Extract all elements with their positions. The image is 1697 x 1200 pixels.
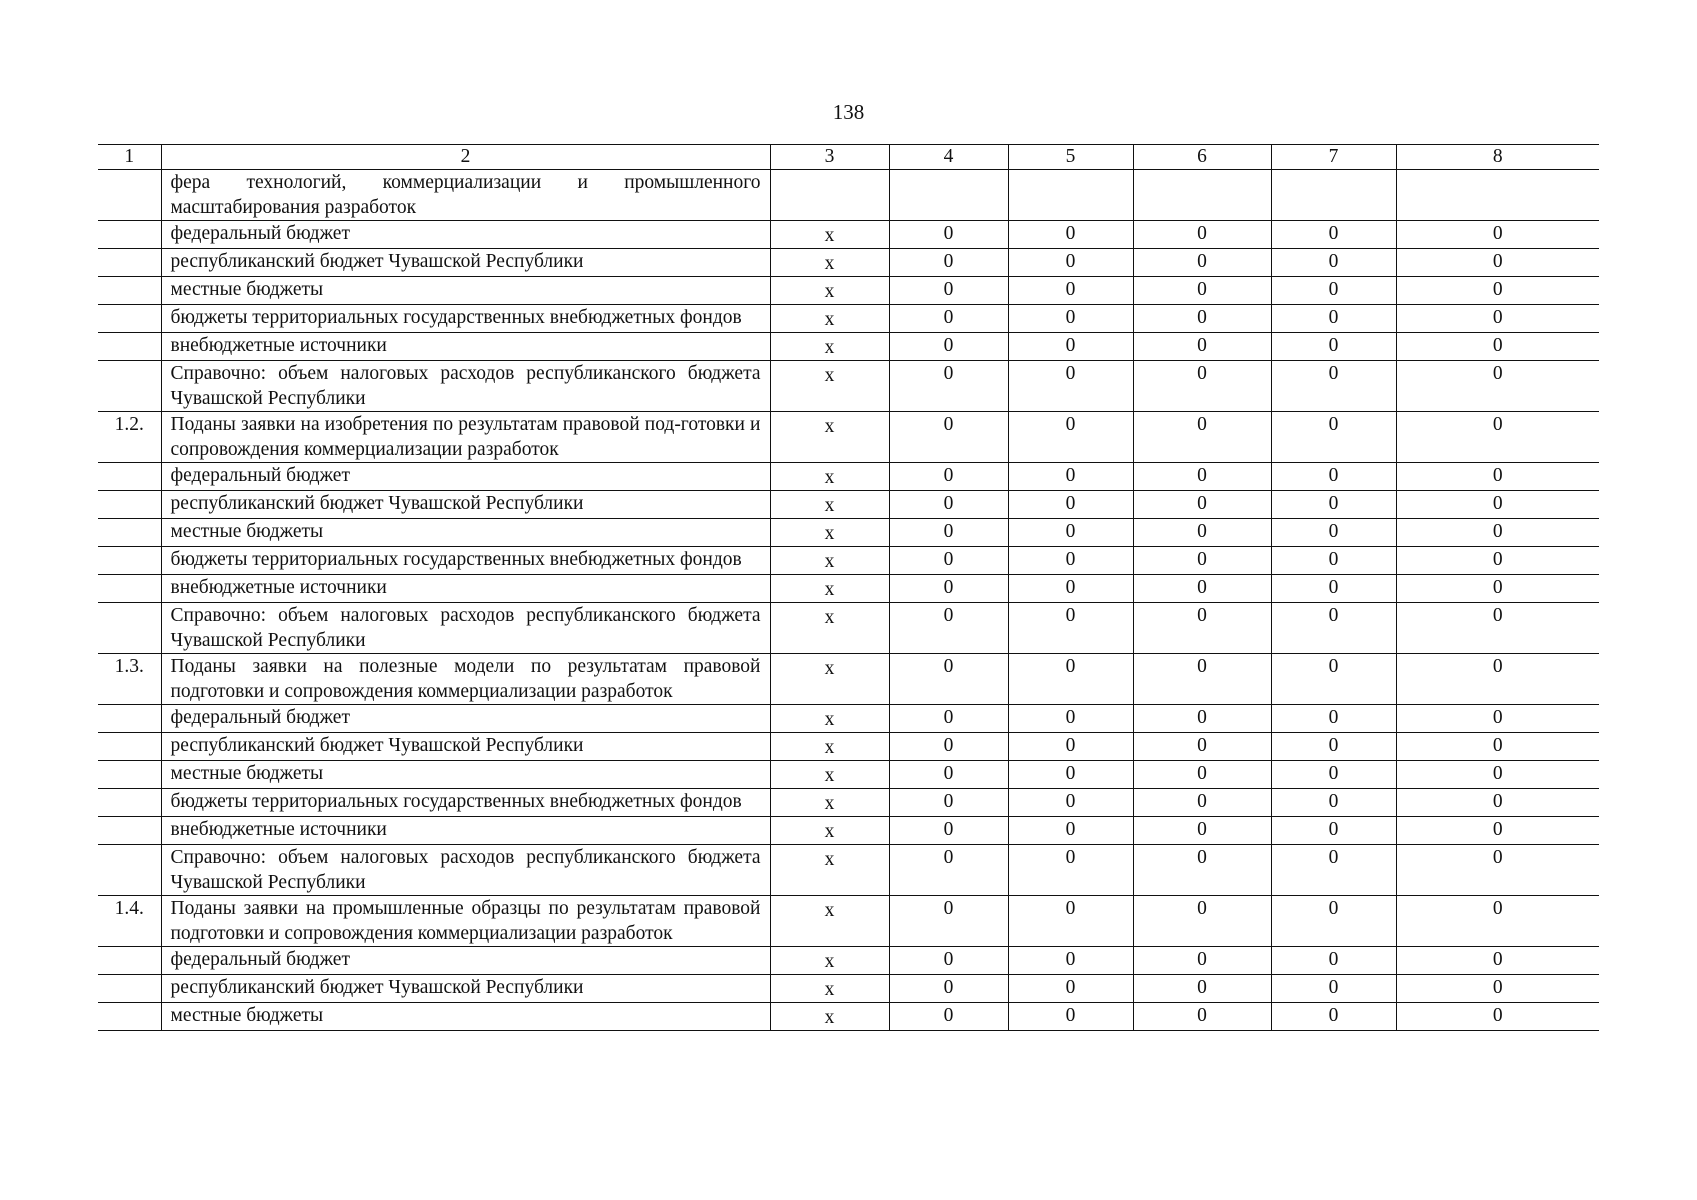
value-cell: 0: [1008, 277, 1133, 305]
value-cell: 0: [1133, 947, 1271, 975]
value-cell: 0: [1008, 817, 1133, 845]
marker-cell: х: [770, 947, 889, 975]
value-cell: 0: [1271, 789, 1396, 817]
value-cell: 0: [1271, 575, 1396, 603]
value-cell: 0: [1008, 733, 1133, 761]
table-row: [98, 575, 1599, 603]
value-cell: 0: [1396, 761, 1599, 789]
marker-cell: х: [770, 654, 889, 705]
description-cell: Справочно: объем налоговых расходов республиканского бюджета Чувашской Республики: [161, 845, 770, 896]
column-header: 6: [1133, 145, 1271, 170]
value-cell: 0: [1133, 896, 1271, 947]
value-cell: 0: [1396, 789, 1599, 817]
value-cell: 0: [1271, 705, 1396, 733]
table-row: [98, 705, 1599, 733]
table-row: [98, 733, 1599, 761]
value-cell: 0: [1008, 975, 1133, 1003]
value-cell: 0: [1133, 463, 1271, 491]
value-cell: 0: [1008, 305, 1133, 333]
value-cell: 0: [1133, 547, 1271, 575]
table-row: [98, 947, 1599, 975]
value-cell: 0: [889, 733, 1008, 761]
value-cell: 0: [1133, 761, 1271, 789]
value-cell: 0: [1271, 654, 1396, 705]
description-cell: местные бюджеты: [161, 761, 770, 789]
description-cell: федеральный бюджет: [161, 463, 770, 491]
row-number-cell: [98, 789, 161, 817]
column-header: 4: [889, 145, 1008, 170]
value-cell: 0: [1396, 277, 1599, 305]
value-cell: 0: [1396, 733, 1599, 761]
value-cell: 0: [889, 817, 1008, 845]
value-cell: 0: [889, 277, 1008, 305]
description-cell: республиканский бюджет Чувашской Республики: [161, 733, 770, 761]
value-cell: 0: [889, 221, 1008, 249]
value-cell: 0: [889, 789, 1008, 817]
marker-cell: х: [770, 277, 889, 305]
value-cell: 0: [1271, 305, 1396, 333]
value-cell: 0: [1008, 761, 1133, 789]
marker-cell: х: [770, 463, 889, 491]
value-cell: 0: [1008, 896, 1133, 947]
marker-cell: х: [770, 305, 889, 333]
value-cell: 0: [889, 249, 1008, 277]
row-number-cell: [98, 733, 161, 761]
value-cell: 0: [1271, 733, 1396, 761]
value-cell: 0: [1133, 249, 1271, 277]
description-cell: федеральный бюджет: [161, 947, 770, 975]
row-number-cell: 1.2.: [98, 412, 161, 463]
row-number-cell: [98, 221, 161, 249]
description-cell: местные бюджеты: [161, 277, 770, 305]
table-row: [98, 412, 1599, 463]
value-cell: 0: [1008, 705, 1133, 733]
value-cell: 0: [1396, 654, 1599, 705]
value-cell: 0: [1396, 845, 1599, 896]
row-number-cell: [98, 705, 161, 733]
marker-cell: х: [770, 896, 889, 947]
value-cell: 0: [1271, 463, 1396, 491]
value-cell: 0: [1396, 361, 1599, 412]
row-number-cell: [98, 975, 161, 1003]
marker-cell: х: [770, 412, 889, 463]
value-cell: 0: [889, 491, 1008, 519]
value-cell: 0: [1396, 1003, 1599, 1031]
description-cell: бюджеты территориальных государственных внебюджетных фондов: [161, 547, 770, 575]
table-row: [98, 333, 1599, 361]
value-cell: [889, 170, 1008, 221]
value-cell: 0: [1271, 761, 1396, 789]
value-cell: 0: [889, 463, 1008, 491]
description-cell: внебюджетные источники: [161, 575, 770, 603]
value-cell: 0: [1133, 491, 1271, 519]
value-cell: 0: [1396, 519, 1599, 547]
value-cell: 0: [1008, 547, 1133, 575]
row-number-cell: [98, 817, 161, 845]
description-cell: фера технологий, коммерциализации и промышленного масштабирования разработок: [161, 170, 770, 221]
value-cell: 0: [889, 519, 1008, 547]
value-cell: 0: [889, 412, 1008, 463]
value-cell: 0: [1008, 491, 1133, 519]
value-cell: 0: [1271, 361, 1396, 412]
row-number-cell: [98, 1003, 161, 1031]
value-cell: 0: [1271, 817, 1396, 845]
description-cell: Справочно: объем налоговых расходов республиканского бюджета Чувашской Республики: [161, 361, 770, 412]
table-body: [98, 145, 1599, 1031]
value-cell: 0: [1133, 1003, 1271, 1031]
value-cell: 0: [1133, 845, 1271, 896]
marker-cell: х: [770, 817, 889, 845]
value-cell: 0: [1008, 221, 1133, 249]
row-number-cell: [98, 547, 161, 575]
table-row: [98, 654, 1599, 705]
value-cell: 0: [889, 361, 1008, 412]
value-cell: 0: [1133, 975, 1271, 1003]
value-cell: 0: [1133, 789, 1271, 817]
value-cell: 0: [889, 654, 1008, 705]
marker-cell: х: [770, 221, 889, 249]
table-row: [98, 170, 1599, 221]
value-cell: 0: [889, 947, 1008, 975]
row-number-cell: [98, 333, 161, 361]
value-cell: 0: [1133, 361, 1271, 412]
value-cell: 0: [1271, 845, 1396, 896]
value-cell: 0: [1133, 733, 1271, 761]
row-number-cell: [98, 170, 161, 221]
value-cell: 0: [1008, 1003, 1133, 1031]
table-row: [98, 975, 1599, 1003]
value-cell: 0: [889, 705, 1008, 733]
value-cell: 0: [889, 547, 1008, 575]
marker-cell: х: [770, 733, 889, 761]
row-number-cell: [98, 845, 161, 896]
value-cell: 0: [1008, 333, 1133, 361]
marker-cell: х: [770, 491, 889, 519]
value-cell: 0: [1133, 575, 1271, 603]
column-header: 1: [98, 145, 161, 170]
marker-cell: х: [770, 789, 889, 817]
value-cell: 0: [1271, 277, 1396, 305]
value-cell: 0: [889, 845, 1008, 896]
row-number-cell: [98, 361, 161, 412]
table-row: [98, 519, 1599, 547]
description-cell: Поданы заявки на полезные модели по результатам правовой подготовки и сопровождения коммерциализации разработок: [161, 654, 770, 705]
table-row: [98, 277, 1599, 305]
table-row: [98, 603, 1599, 654]
value-cell: 0: [889, 1003, 1008, 1031]
marker-cell: х: [770, 761, 889, 789]
marker-cell: х: [770, 333, 889, 361]
value-cell: 0: [1396, 975, 1599, 1003]
column-header: 3: [770, 145, 889, 170]
row-number-cell: [98, 277, 161, 305]
value-cell: 0: [1396, 705, 1599, 733]
value-cell: 0: [1396, 249, 1599, 277]
value-cell: 0: [1008, 603, 1133, 654]
table-row: [98, 1003, 1599, 1031]
value-cell: 0: [1396, 603, 1599, 654]
table-row: [98, 249, 1599, 277]
column-header: 5: [1008, 145, 1133, 170]
value-cell: 0: [1008, 412, 1133, 463]
marker-cell: х: [770, 1003, 889, 1031]
description-cell: Справочно: объем налоговых расходов республиканского бюджета Чувашской Республики: [161, 603, 770, 654]
row-number-cell: [98, 519, 161, 547]
marker-cell: [770, 170, 889, 221]
value-cell: 0: [1271, 603, 1396, 654]
value-cell: 0: [1008, 575, 1133, 603]
table-row: [98, 491, 1599, 519]
budget-table: [98, 144, 1599, 1031]
value-cell: 0: [1271, 975, 1396, 1003]
value-cell: 0: [889, 305, 1008, 333]
description-cell: внебюджетные источники: [161, 333, 770, 361]
marker-cell: х: [770, 975, 889, 1003]
description-cell: бюджеты территориальных государственных внебюджетных фондов: [161, 305, 770, 333]
row-number-cell: 1.3.: [98, 654, 161, 705]
row-number-cell: [98, 761, 161, 789]
value-cell: 0: [1396, 463, 1599, 491]
value-cell: 0: [1396, 575, 1599, 603]
table-row: [98, 361, 1599, 412]
value-cell: 0: [1008, 249, 1133, 277]
description-cell: федеральный бюджет: [161, 705, 770, 733]
column-number-row: [98, 145, 1599, 170]
value-cell: 0: [1271, 1003, 1396, 1031]
value-cell: 0: [1396, 817, 1599, 845]
description-cell: республиканский бюджет Чувашской Республики: [161, 249, 770, 277]
value-cell: 0: [1396, 896, 1599, 947]
value-cell: 0: [1133, 519, 1271, 547]
marker-cell: х: [770, 575, 889, 603]
description-cell: республиканский бюджет Чувашской Республики: [161, 491, 770, 519]
column-header: 8: [1396, 145, 1599, 170]
value-cell: 0: [1133, 221, 1271, 249]
value-cell: 0: [1271, 947, 1396, 975]
row-number-cell: [98, 575, 161, 603]
row-number-cell: [98, 947, 161, 975]
value-cell: 0: [1133, 305, 1271, 333]
value-cell: [1271, 170, 1396, 221]
table-row: [98, 463, 1599, 491]
description-cell: местные бюджеты: [161, 1003, 770, 1031]
value-cell: 0: [889, 896, 1008, 947]
value-cell: 0: [1008, 845, 1133, 896]
value-cell: 0: [1133, 705, 1271, 733]
table-row: [98, 817, 1599, 845]
value-cell: 0: [1133, 277, 1271, 305]
value-cell: 0: [1008, 789, 1133, 817]
row-number-cell: [98, 463, 161, 491]
description-cell: бюджеты территориальных государственных внебюджетных фондов: [161, 789, 770, 817]
value-cell: 0: [1271, 547, 1396, 575]
value-cell: 0: [889, 333, 1008, 361]
marker-cell: х: [770, 249, 889, 277]
table-row: [98, 761, 1599, 789]
value-cell: 0: [1133, 817, 1271, 845]
value-cell: 0: [1396, 491, 1599, 519]
value-cell: 0: [1271, 249, 1396, 277]
table-row: [98, 305, 1599, 333]
value-cell: 0: [889, 575, 1008, 603]
value-cell: [1133, 170, 1271, 221]
value-cell: 0: [1271, 221, 1396, 249]
value-cell: 0: [1133, 654, 1271, 705]
value-cell: 0: [1008, 519, 1133, 547]
column-header: 7: [1271, 145, 1396, 170]
value-cell: 0: [1396, 305, 1599, 333]
value-cell: 0: [889, 603, 1008, 654]
value-cell: 0: [889, 761, 1008, 789]
value-cell: 0: [1396, 547, 1599, 575]
value-cell: 0: [1008, 947, 1133, 975]
description-cell: Поданы заявки на изобретения по результатам правовой под-готовки и сопровождения коммерциализации разработок: [161, 412, 770, 463]
page-number: 138: [832, 100, 865, 124]
description-cell: местные бюджеты: [161, 519, 770, 547]
value-cell: 0: [1008, 361, 1133, 412]
value-cell: 0: [1271, 519, 1396, 547]
row-number-cell: [98, 249, 161, 277]
value-cell: 0: [1133, 603, 1271, 654]
row-number-cell: 1.4.: [98, 896, 161, 947]
marker-cell: х: [770, 361, 889, 412]
value-cell: 0: [1133, 412, 1271, 463]
marker-cell: х: [770, 547, 889, 575]
value-cell: 0: [1271, 333, 1396, 361]
description-cell: республиканский бюджет Чувашской Республики: [161, 975, 770, 1003]
value-cell: 0: [1271, 412, 1396, 463]
value-cell: 0: [1396, 333, 1599, 361]
description-cell: внебюджетные источники: [161, 817, 770, 845]
value-cell: 0: [1271, 491, 1396, 519]
value-cell: [1008, 170, 1133, 221]
table-row: [98, 845, 1599, 896]
row-number-cell: [98, 603, 161, 654]
value-cell: 0: [1396, 412, 1599, 463]
column-header: 2: [161, 145, 770, 170]
marker-cell: х: [770, 519, 889, 547]
description-cell: Поданы заявки на промышленные образцы по результатам правовой подготовки и сопровождения коммерциализации разработок: [161, 896, 770, 947]
table-row: [98, 789, 1599, 817]
value-cell: 0: [889, 975, 1008, 1003]
table-row: [98, 547, 1599, 575]
row-number-cell: [98, 491, 161, 519]
table-row: [98, 896, 1599, 947]
value-cell: 0: [1396, 221, 1599, 249]
value-cell: 0: [1271, 896, 1396, 947]
description-cell: федеральный бюджет: [161, 221, 770, 249]
row-number-cell: [98, 305, 161, 333]
marker-cell: х: [770, 705, 889, 733]
marker-cell: х: [770, 845, 889, 896]
marker-cell: х: [770, 603, 889, 654]
value-cell: [1396, 170, 1599, 221]
value-cell: 0: [1396, 947, 1599, 975]
value-cell: 0: [1008, 463, 1133, 491]
value-cell: 0: [1133, 333, 1271, 361]
table-row: [98, 221, 1599, 249]
value-cell: 0: [1008, 654, 1133, 705]
